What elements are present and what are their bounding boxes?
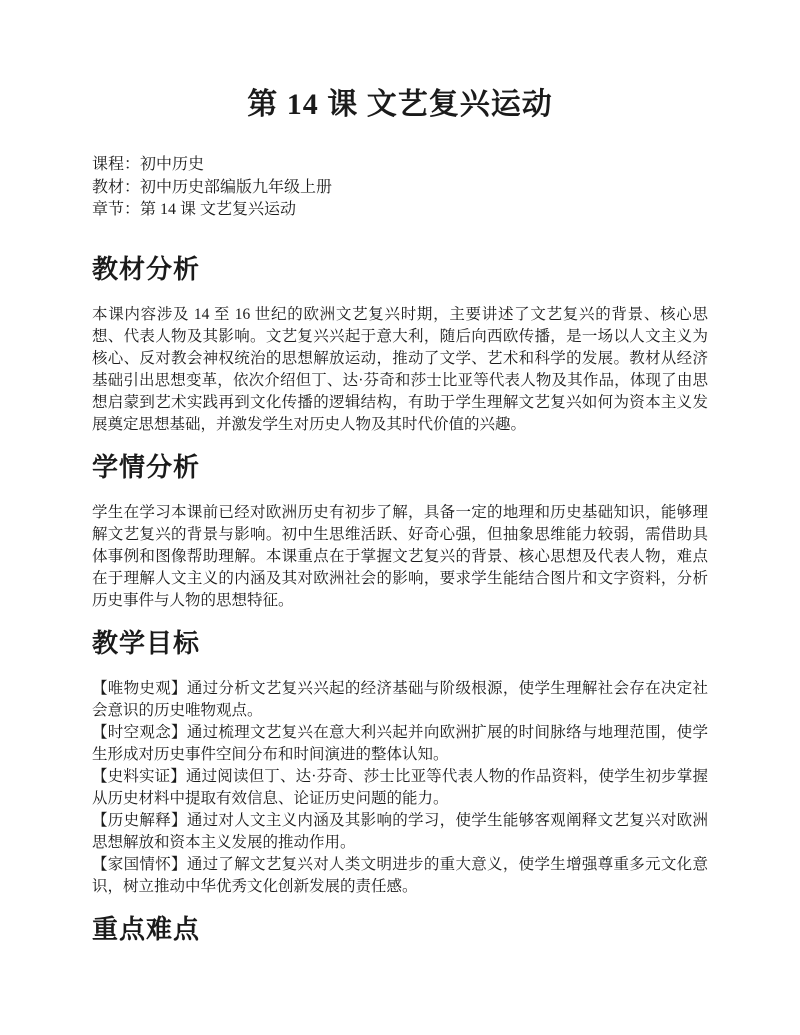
- meta-course: 课程：初中历史: [92, 156, 205, 173]
- section-paragraph: 本课内容涉及 14 至 16 世纪的欧洲文艺复兴时期，主要讲述了文艺复兴的背景、核心思想、代表人物及其影响。文艺复兴兴起于意大利，随后向西欧传播，是一场以人文主义为核心、反对教会神权统治的思想解放运动，推动了文学、艺术和科学的发展。教材从经济基础引出思想变革，依次介绍但丁、达·芬奇和莎士比亚等代表人物及其作品，体现了由思想启蒙到艺术实践再到文化传播的逻辑结构，有助于学生理解文艺复兴如何为资本主义发展奠定思想基础，并激发学生对历史人物及其时代价值的兴趣。: [92, 305, 708, 433]
- objective-materialist-view: 【唯物史观】通过分析文艺复兴兴起的经济基础与阶级根源，使学生理解社会存在决定社会意识的历史唯物观点。: [92, 679, 708, 719]
- section-teaching-objectives: [92, 612, 708, 898]
- document-title: 第 14 课 文艺复兴运动: [247, 88, 553, 121]
- meta-chapter: 章节：第 14 课 文艺复兴运动: [92, 201, 297, 218]
- objective-national-sentiment: 【家国情怀】通过了解文艺复兴对人类文明进步的重大意义，使学生增强尊重多元文化意识，树立推动中华优秀文化创新发展的责任感。: [92, 855, 708, 895]
- section-learner-analysis: [92, 436, 708, 612]
- section-textbook-analysis: [92, 238, 708, 436]
- document-meta: [92, 154, 708, 222]
- section-key-difficult-points: [92, 898, 708, 964]
- section-paragraph: 学生在学习本课前已经对欧洲历史有初步了解，具备一定的地理和历史基础知识，能够理解文艺复兴的背景与影响。初中生思维活跃、好奇心强，但抽象思维能力较弱，需借助具体事例和图像帮助理解。本课重点在于掌握文艺复兴的背景、核心思想及代表人物，难点在于理解人文主义的内涵及其对欧洲社会的影响，要求学生能结合图片和文字资料，分析历史事件与人物的思想特征。: [92, 503, 708, 609]
- meta-textbook: 教材：初中历史部编版九年级上册: [92, 178, 333, 196]
- section-heading-learner-analysis: 学情分析: [92, 452, 201, 482]
- objective-historical-interpretation: 【历史解释】通过对人文主义内涵及其影响的学习，使学生能够客观阐释文艺复兴对欧洲思想解放和资本主义发展的推动作用。: [92, 811, 708, 851]
- objective-spacetime-concept: 【时空观念】通过梳理文艺复兴在意大利兴起并向欧洲扩展的时间脉络与地理范围，使学生形成对历史事件空间分布和时间演进的整体认知。: [92, 723, 708, 763]
- section-heading-textbook-analysis: 教材分析: [92, 254, 201, 284]
- section-heading-key-difficult-points: 重点难点: [92, 914, 201, 944]
- section-heading-teaching-objectives: 教学目标: [92, 628, 201, 658]
- objective-source-evidence: 【史料实证】通过阅读但丁、达·芬奇、莎士比亚等代表人物的作品资料，使学生初步掌握从历史材料中提取有效信息、论证历史问题的能力。: [92, 767, 708, 807]
